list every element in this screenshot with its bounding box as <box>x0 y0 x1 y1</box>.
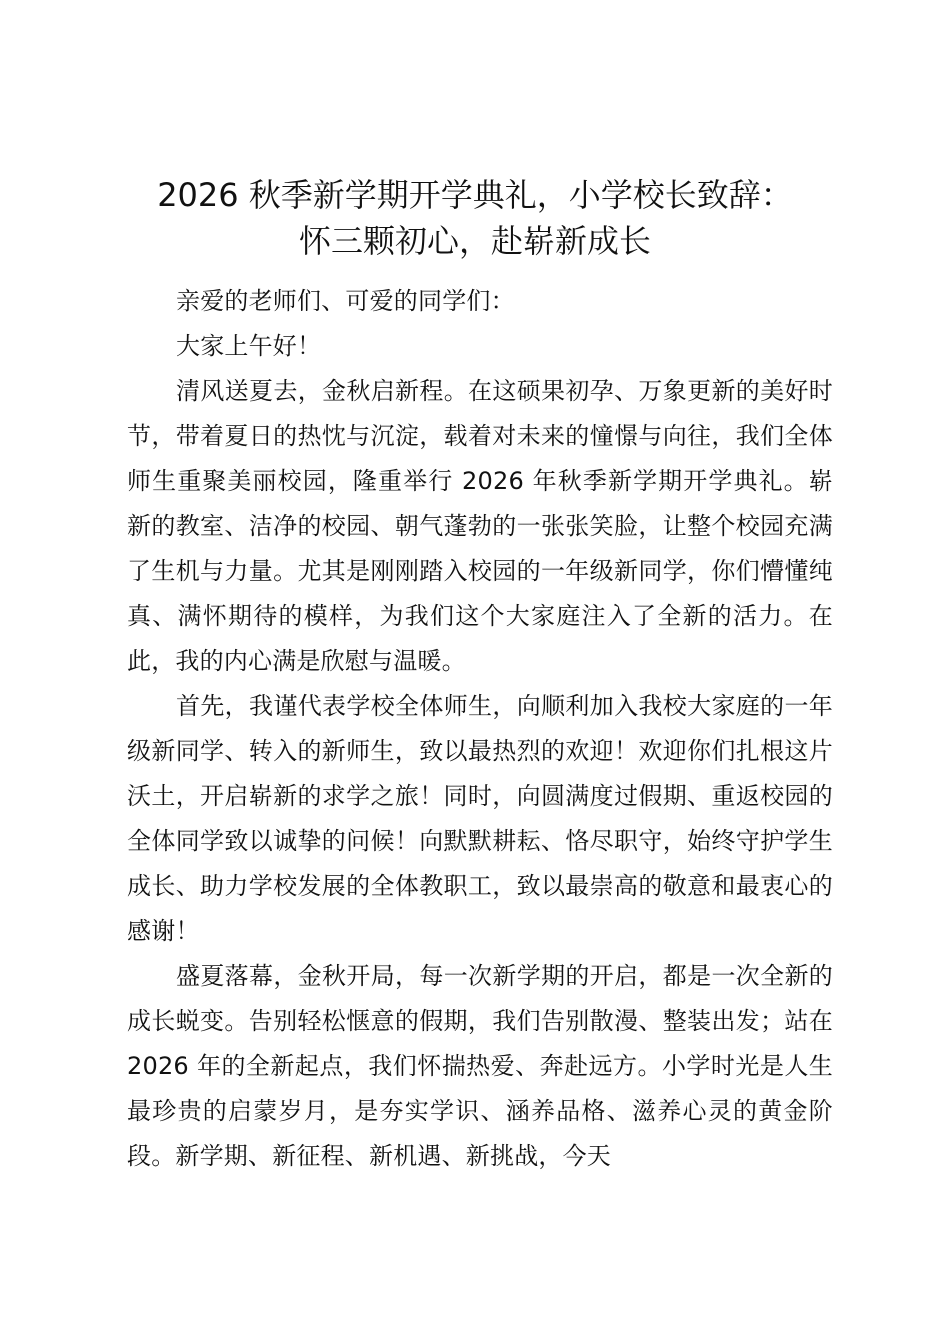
document-body <box>127 279 833 1179</box>
body-paragraph: 首先，我谨代表学校全体师生，向顺利加入我校大家庭的一年级新同学、转入的新师生，致以最热烈的欢迎！欢迎你们扎根这片沃土，开启崭新的求学之旅！同时，向圆满度过假期、重返校园的全体同学致以诚挚的问候！向默默耕耘、恪尽职守，始终守护学生成长、助力学校发展的全体教职工，致以最崇高的敬意和最衷心的感谢！ <box>127 692 833 945</box>
title-line-1: 2026 秋季新学期开学典礼，小学校长致辞： <box>157 176 793 214</box>
body-paragraph: 盛夏落幕，金秋开局，每一次新学期的开启，都是一次全新的成长蜕变。告别轻松惬意的假期，我们告别散漫、整装出发；站在 2026 年的全新起点，我们怀揣热爱、奔赴远方。小学时光是人生最珍贵的启蒙岁月，是夯实学识、涵养品格、滋养心灵的黄金阶段。新学期、新征程、新机遇、新挑战，今天 <box>127 962 833 1170</box>
body-paragraph: 清风送夏去，金秋启新程。在这硕果初孕、万象更新的美好时节，带着夏日的热忱与沉淀，载着对未来的憧憬与向往，我们全体师生重聚美丽校园，隆重举行 2026 年秋季新学期开学典礼。崭新的教室、洁净的校园、朝气蓬勃的一张张笑脸，让整个校园充满了生机与力量。尤其是刚刚踏入校园的一年级新同学，你们懵懂纯真、满怀期待的模样，为我们这个大家庭注入了全新的活力。在此，我的内心满是欣慰与温暖。 <box>127 377 833 675</box>
greeting: 大家上午好！ <box>176 332 322 360</box>
salutation: 亲爱的老师们、可爱的同学们： <box>176 287 515 315</box>
document-title <box>100 172 850 264</box>
title-line-2: 怀三颗初心，赴崭新成长 <box>298 222 651 260</box>
